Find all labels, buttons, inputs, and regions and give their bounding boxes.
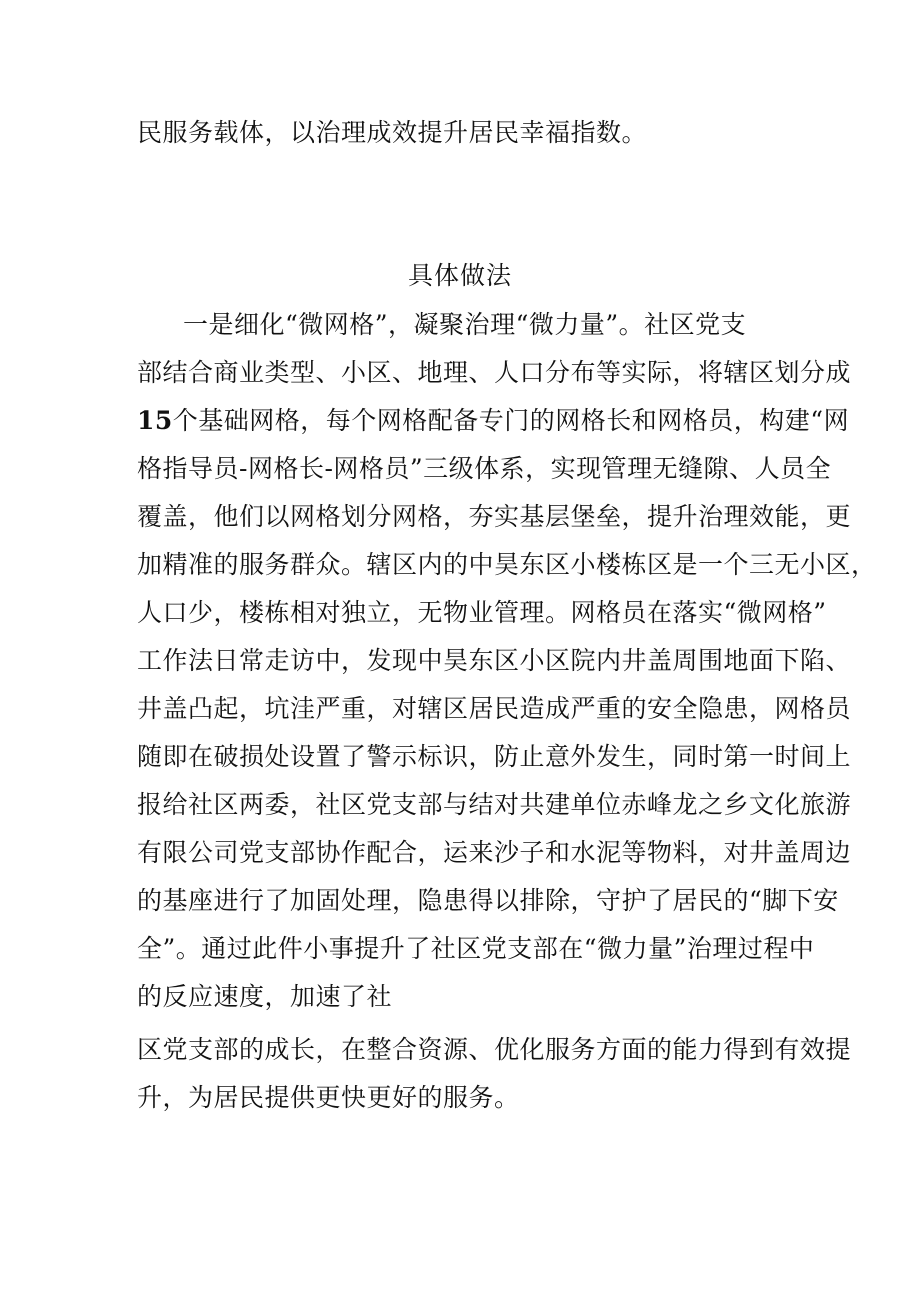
paragraph-line: 升，为居民提供更快更好的服务。 [137,1083,520,1112]
paragraph-line: 部结合商业类型、小区、地理、人口分布等实际，将辖区划分成 [137,358,852,387]
intro-tail-line: 民服务载体，以治理成效提升居民幸福指数。 [137,118,648,147]
section-heading: 具体做法 [407,261,512,290]
paragraph-line: 井盖凸起，坑洼严重，对辖区居民造成严重的安全隐患，网格员 [137,694,852,723]
paragraph-line: 加精准的服务群众。辖区内的中昊东区小楼栋区是一个三无小区， [137,550,877,579]
paragraph-line: 报给社区两委，社区党支部与结对共建单位赤峰龙之乡文化旅游 [137,790,852,819]
paragraph-line: 覆盖，他们以网格划分网格，夯实基层堡垒，提升治理效能，更 [137,502,852,531]
paragraph-line: 随即在破损处设置了警示标识，防止意外发生，同时第一时间上 [137,742,852,771]
paragraph-line: 一是细化“微网格”，凝聚治理“微力量”。社区党支 [183,310,747,339]
paragraph-line: 格指导员-网格长-网格员”三级体系，实现管理无缝隙、人员全 [137,454,832,483]
grid-count-number: 15 [137,406,173,435]
paragraph-line: 有限公司党支部协作配合，运来沙子和水泥等物料，对井盖周边 [137,838,852,867]
paragraph-line-text: 个基础网格，每个网格配备专门的网格长和网格员，构建“网 [172,406,850,435]
paragraph-line: 的反应速度，加速了社 [137,982,393,1011]
paragraph-line: 全”。通过此件小事提升了社区党支部在“微力量”治理过程中 [137,934,815,963]
paragraph-line: 人口少，楼栋相对独立，无物业管理。网格员在落实“微网格” [137,598,827,627]
paragraph-line [137,403,849,439]
paragraph-line: 工作法日常走访中，发现中昊东区小区院内井盖周围地面下陷、 [137,646,852,675]
paragraph-line: 的基座进行了加固处理，隐患得以排除，守护了居民的“脚下安 [137,886,839,915]
paragraph-line: 区党支部的成长，在整合资源、优化服务方面的能力得到有效提 [137,1035,852,1064]
